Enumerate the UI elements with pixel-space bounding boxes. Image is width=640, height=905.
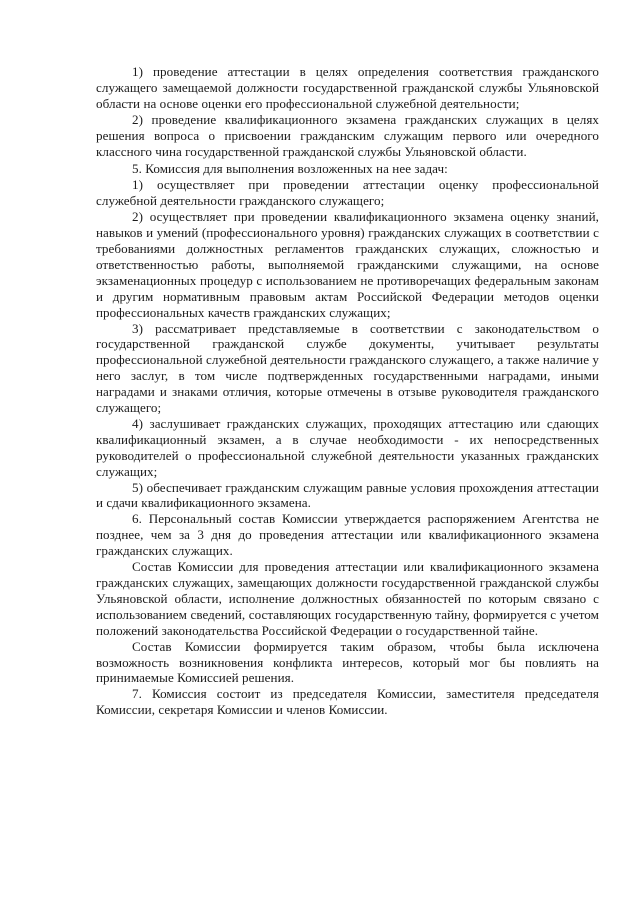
paragraph-6-secret: Состав Комиссии для проведения аттестации или квалификационного экзамена гражданских служащих, замещающих должности государственной гражданской службы Ульяновской области, исполнение должностных обязанностей по которым связано с использованием сведений, составляющих государственную тайну, формируется с учетом положений законодательства Российской Федерации о государственной тайне. [96,559,599,638]
paragraph-5-4: 4) заслушивает гражданских служащих, проходящих аттестацию или сдающих квалификационный экзамен, а в случае необходимости - их непосредственных руководителей о профессиональной служебной деятельности указанных гражданских служащих; [96,415,599,479]
paragraph-5-5: 5) обеспечивает гражданским служащим равные условия прохождения аттестации и сдачи квалификационного экзамена. [96,479,599,511]
paragraph-5-1: 1) осуществляет при проведении аттестации оценку профессиональной служебной деятельности гражданского служащего; [96,177,599,209]
paragraph-5-2: 2) осуществляет при проведении квалификационного экзамена оценку знаний, навыков и умений (профессионального уровня) гражданских служащих в соответствии с требованиями должностных регламентов гражданских служащих, сложностью и ответственностью работы, выполняемой гражданскими служащими, на основе экзаменационных процедур с использованием не противоречащих федеральным законам и другим нормативным правовым актам Российской Федерации методов оценки профессиональных качеств гражданских служащих; [96,209,599,320]
paragraph-5-heading: 5. Комиссия для выполнения возложенных на нее задач: [132,161,448,177]
paragraph-4-1: 1) проведение аттестации в целях определения соответствия гражданского служащего замещаемой должности государственной гражданской службы Ульяновской области на основе оценки его профессиональной служебной деятельности; [96,64,599,111]
paragraph-5-3: 3) рассматривает представляемые в соответствии с законодательством о государственной гражданской службе документы, учитывает результаты профессиональной служебной деятельности гражданского служащего, а также наличие у него заслуг, в том числе подтвержденных государственными наградами, иными наградами и знаками отличия, которые отмечены в отзыве руководителя гражданского служащего; [96,320,599,416]
paragraph-6: 6. Персональный состав Комиссии утверждается распоряжением Агентства не позднее, чем за 3 дня до проведения аттестации или квалификационного экзамена гражданских служащих. [96,511,599,559]
document-page [96,64,599,718]
paragraph-4-2: 2) проведение квалификационного экзамена гражданских служащих в целях решения вопроса о присвоении гражданским служащим первого или очередного классного чина государственной гражданской службы Ульяновской области. [96,111,599,159]
paragraph-7: 7. Комиссия состоит из председателя Комиссии, заместителя председателя Комиссии, секретаря Комиссии и членов Комиссии. [96,686,599,718]
paragraph-6-conflict: Состав Комиссии формируется таким образом, чтобы была исключена возможность возникновения конфликта интересов, который мог бы повлиять на принимаемые Комиссией решения. [96,638,599,686]
